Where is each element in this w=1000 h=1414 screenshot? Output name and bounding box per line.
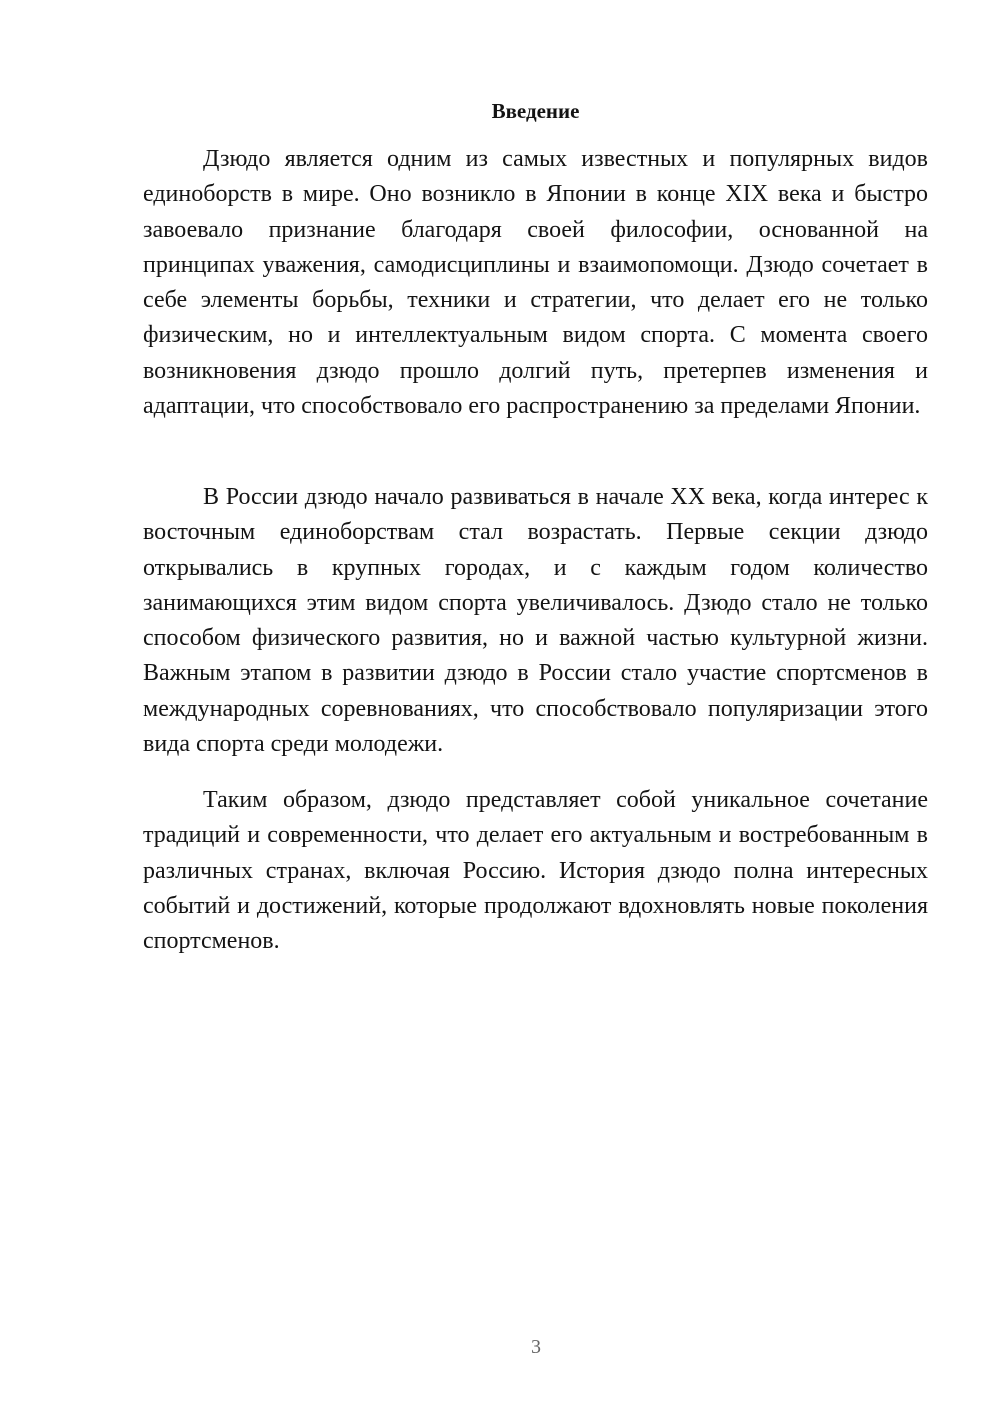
page-number: 3 — [531, 1336, 541, 1358]
paragraph-introduction-origin: Дзюдо является одним из самых известных и популярных видов единоборств в мире. Оно возникло в Японии в конце XIX века и быстро завоевало признание благодаря своей философии, основанной на принципах уважения, самодисциплины и взаимопомощи. Дзюдо сочетает в себе элементы борьбы, техники и стратегии, что делает его не только физическим, но и интеллектуальным видом спорта. С момента своего возникновения дзюдо прошло долгий путь, претерпев изменения и адаптации, что способствовало его распространению за пределами Японии. — [143, 146, 928, 420]
paragraph-conclusion: Таким образом, дзюдо представляет собой уникальное сочетание традиций и современности, что делает его актуальным и востребованным в различных странах, включая Россию. История дзюдо полна интересных событий и достижений, которые продолжают вдохновлять новые поколения спортсменов. — [143, 787, 928, 955]
paragraph-judo-in-russia: В России дзюдо начало развиваться в начале XX века, когда интерес к восточным единоборствам стал возрастать. Первые секции дзюдо открывались в крупных городах, и с каждым годом количество занимающихся этим видом спорта увеличивалось. Дзюдо стало не только способом физического развития, но и важной частью культурной жизни. Важным этапом в развитии дзюдо в России стало участие спортсменов в международных соревнованиях, что способствовало популяризации этого вида спорта среди молодежи. — [143, 484, 928, 758]
section-title: Введение — [491, 99, 580, 123]
